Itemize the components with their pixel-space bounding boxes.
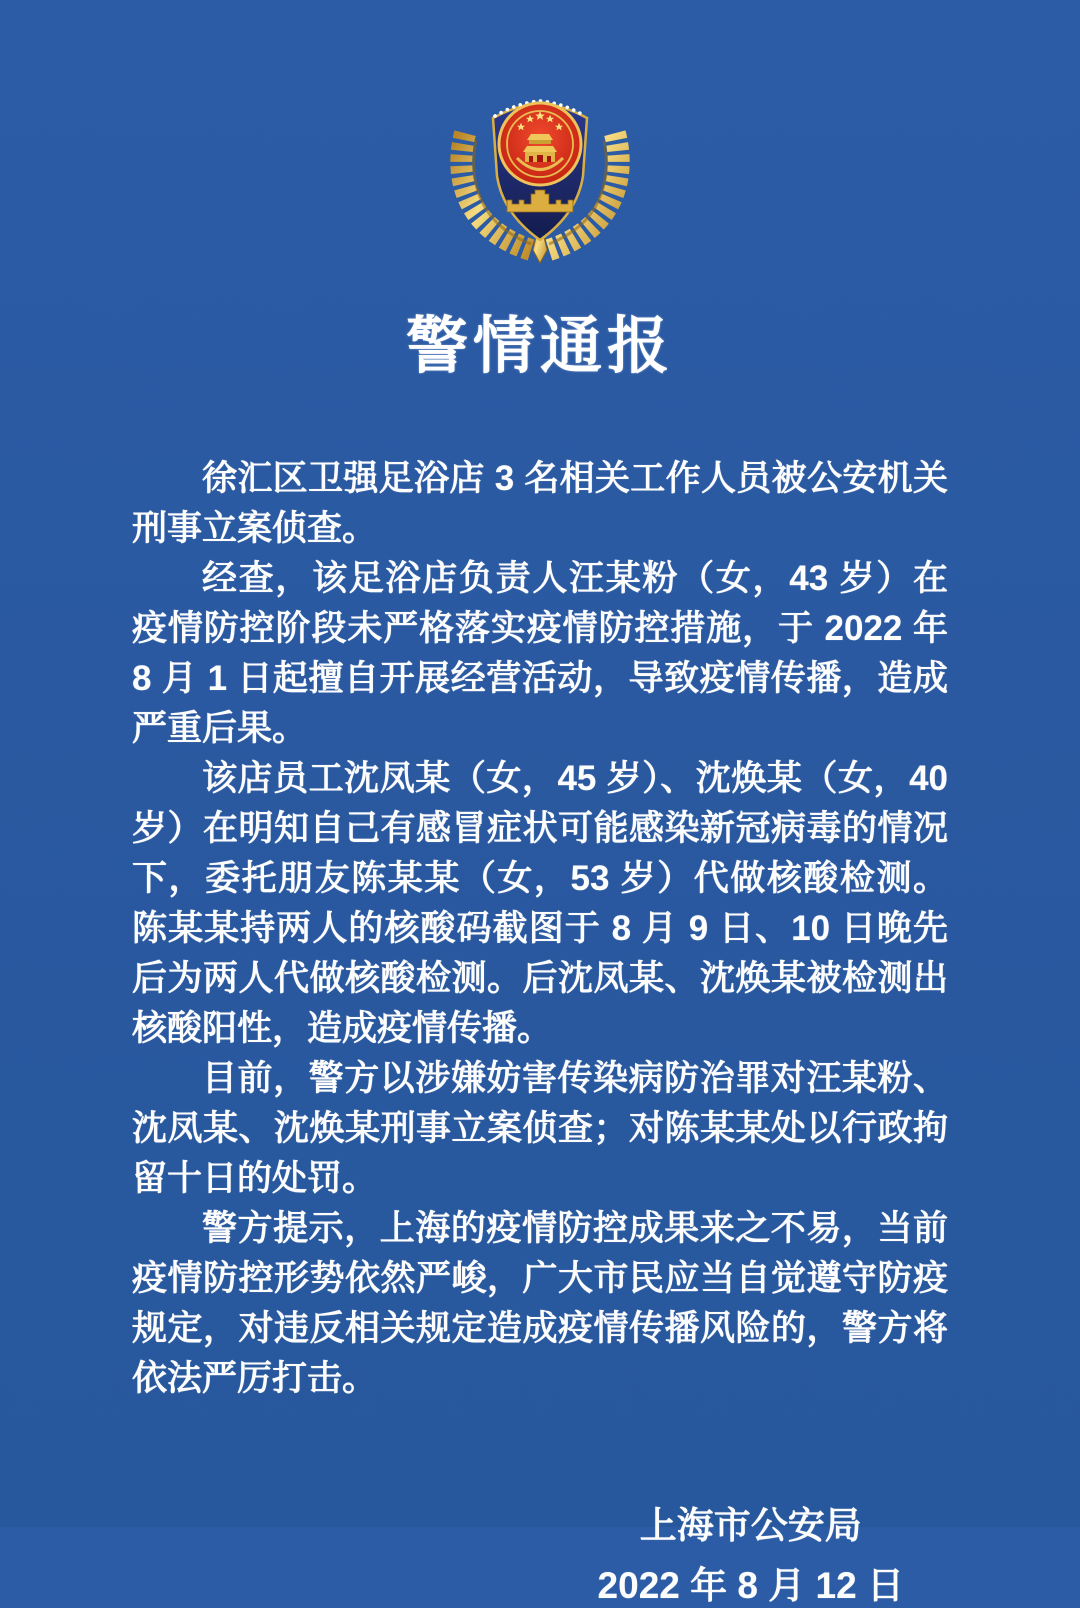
notice-body <box>132 454 948 1404</box>
china-police-badge-icon <box>440 78 640 264</box>
notice-paragraph-1: 徐汇区卫强足浴店 3 名相关工作人员被公安机关刑事立案侦查。 <box>132 459 948 548</box>
notice-paragraph-5: 警方提示，上海的疫情防控成果来之不易，当前疫情防控形势依然严峻，广大市民应当自觉遵守防疫规定，对违反相关规定造成疫情传播风险的，警方将依法严厉打击。 <box>132 1209 948 1398</box>
notice-title: 警情通报 <box>405 312 674 381</box>
issue-date: 2022 年 8 月 12 日 <box>597 1565 904 1606</box>
notice-paragraph-3: 该店员工沈凤某（女，45 岁）、沈焕某（女，40 岁）在明知自己有感冒症状可能感染新冠病毒的情况下，委托朋友陈某某（女，53 岁）代做核酸检测。陈某某持两人的核酸码截图于 8 月 9 日、10 日晚先后为两人代做核酸检测。后沈凤某、沈焕某被检测出核酸阳性，造成疫情传播。 <box>132 759 948 1048</box>
issuer-name: 上海市公安局 <box>639 1505 862 1546</box>
notice-paragraph-2: 经查，该足浴店负责人汪某粉（女，43 岁）在疫情防控阶段未严格落实疫情防控措施，于 2022 年 8 月 1 日起擅自开展经营活动，导致疫情传播，造成严重后果。 <box>132 559 948 748</box>
signature-block <box>598 1504 904 1608</box>
notice-paragraph-4: 目前，警方以涉嫌妨害传染病防治罪对汪某粉、沈凤某、沈焕某刑事立案侦查；对陈某某处以行政拘留十日的处罚。 <box>132 1059 948 1198</box>
emblem-container <box>0 0 1080 264</box>
